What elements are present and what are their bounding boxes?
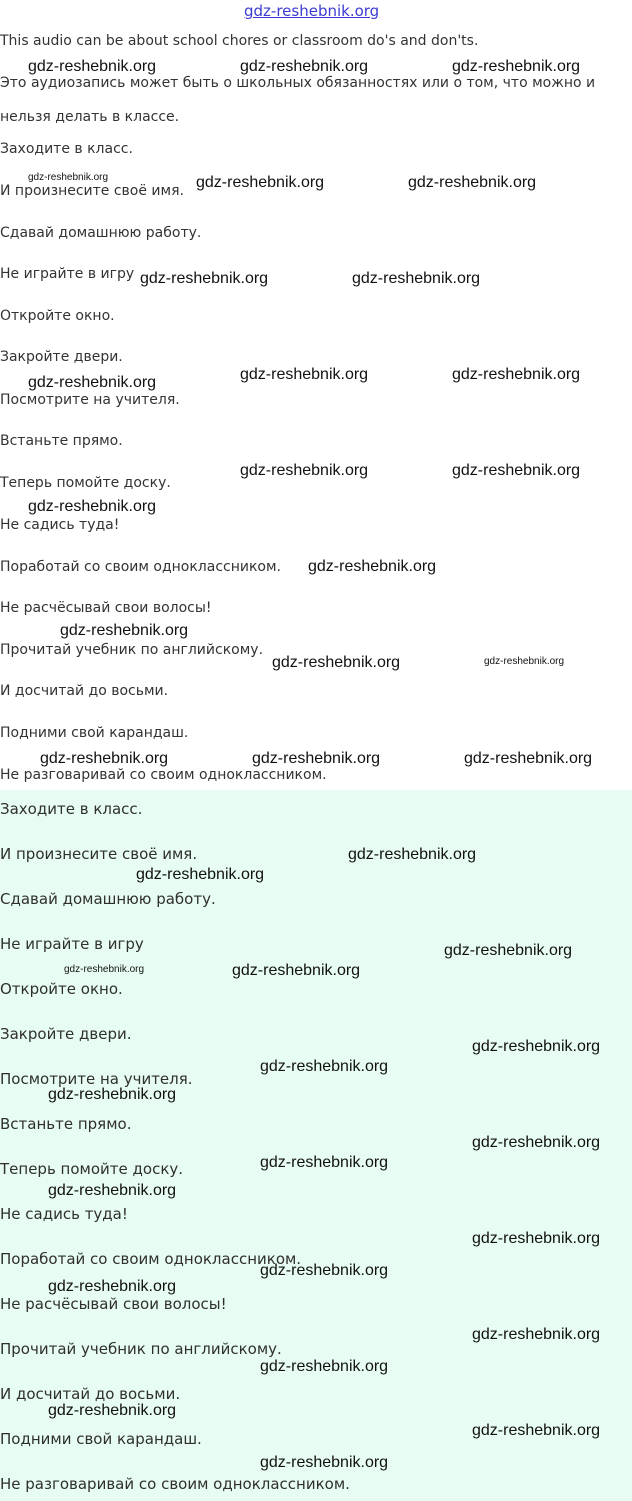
watermark: gdz-reshebnik.org — [140, 270, 269, 287]
phrase-item: Прочитай учебник по английскому. — [0, 642, 264, 658]
watermark: gdz-reshebnik.org — [464, 750, 593, 767]
watermark: gdz-reshebnik.org — [472, 1134, 601, 1151]
watermark: gdz-reshebnik.org — [260, 1262, 389, 1279]
watermark: gdz-reshebnik.org — [28, 374, 157, 391]
watermark: gdz-reshebnik.org — [452, 58, 581, 75]
phrase-item: Откройте окно. — [0, 308, 115, 324]
watermark: gdz-reshebnik.org — [472, 1326, 601, 1343]
site-link[interactable]: gdz-reshebnik.org — [244, 2, 380, 20]
watermark: gdz-reshebnik.org — [28, 58, 157, 75]
watermark: gdz-reshebnik.org — [48, 1086, 177, 1103]
watermark: gdz-reshebnik.org — [48, 1278, 177, 1295]
watermark: gdz-reshebnik.org — [352, 270, 481, 287]
phrase-item: Не разговаривай со своим одноклассником. — [0, 1475, 350, 1493]
watermark: gdz-reshebnik.org — [48, 1402, 177, 1419]
watermark: gdz-reshebnik.org — [308, 558, 437, 575]
watermark: gdz-reshebnik.org — [196, 174, 325, 191]
watermark: gdz-reshebnik.org — [452, 366, 581, 383]
phrase-item: Посмотрите на учителя. — [0, 1070, 193, 1088]
watermark: gdz-reshebnik.org — [408, 174, 537, 191]
phrase-item: И произнесите своё имя. — [0, 183, 184, 199]
phrase-item: Подними свой карандаш. — [0, 725, 189, 741]
watermark: gdz-reshebnik.org — [240, 462, 369, 479]
phrase-item: Заходите в класс. — [0, 141, 133, 157]
watermark: gdz-reshebnik.org — [60, 622, 189, 639]
watermark: gdz-reshebnik.org — [348, 846, 477, 863]
watermark: gdz-reshebnik.org — [252, 750, 381, 767]
phrase-item: Закройте двери. — [0, 1025, 132, 1043]
watermark: gdz-reshebnik.org — [452, 462, 581, 479]
phrase-item: Встаньте прямо. — [0, 1115, 132, 1133]
phrase-item: Не играйте в игру — [0, 935, 144, 953]
watermark: gdz-reshebnik.org — [472, 1230, 601, 1247]
watermark: gdz-reshebnik.org — [472, 1422, 601, 1439]
phrase-item: Не играйте в игру — [0, 266, 135, 282]
phrase-item: Не разговаривай со своим одноклассником. — [0, 767, 327, 783]
watermark: gdz-reshebnik.org — [40, 750, 169, 767]
watermark: gdz-reshebnik.org — [260, 1154, 389, 1171]
phrase-item: Посмотрите на учителя. — [0, 392, 180, 408]
intro-english: This audio can be about school chores or classroom do's and don'ts. — [0, 33, 479, 49]
phrase-item: Заходите в класс. — [0, 800, 143, 818]
watermark: gdz-reshebnik.org — [260, 1358, 389, 1375]
watermark: gdz-reshebnik.org — [136, 866, 265, 883]
watermark: gdz-reshebnik.org — [444, 942, 573, 959]
phrase-item: Подними свой карандаш. — [0, 1430, 202, 1448]
phrase-item: Не расчёсывай свои волосы! — [0, 1295, 227, 1313]
watermark: gdz-reshebnik.org — [472, 1038, 601, 1055]
phrase-item: Теперь помойте доску. — [0, 475, 171, 491]
watermark: gdz-reshebnik.org — [260, 1454, 389, 1471]
watermark: gdz-reshebnik.org — [232, 962, 361, 979]
phrase-item: Поработай со своим одноклассником. — [0, 1250, 302, 1268]
watermark: gdz-reshebnik.org — [272, 654, 401, 671]
watermark: gdz-reshebnik.org — [64, 964, 145, 975]
phrase-item: И досчитай до восьми. — [0, 1385, 181, 1403]
phrase-item: Сдавай домашнюю работу. — [0, 225, 202, 241]
watermark: gdz-reshebnik.org — [48, 1182, 177, 1199]
watermark: gdz-reshebnik.org — [260, 1058, 389, 1075]
phrase-item: И досчитай до восьми. — [0, 683, 169, 699]
watermark: gdz-reshebnik.org — [28, 172, 109, 183]
intro-russian-line-2: нельзя делать в классе. — [0, 109, 180, 125]
intro-russian-line-1: Это аудиозапись может быть о школьных обязанностях или о том, что можно и — [0, 75, 596, 91]
phrase-item: И произнесите своё имя. — [0, 845, 198, 863]
phrase-item: Теперь помойте доску. — [0, 1160, 184, 1178]
phrase-item: Прочитай учебник по английскому. — [0, 1340, 282, 1358]
watermark: gdz-reshebnik.org — [240, 366, 369, 383]
phrase-item: Закройте двери. — [0, 349, 123, 365]
phrase-item: Откройте окно. — [0, 980, 123, 998]
phrase-item: Не садись туда! — [0, 517, 120, 533]
watermark: gdz-reshebnik.org — [28, 498, 157, 515]
phrase-item: Не садись туда! — [0, 1205, 128, 1223]
phrase-item: Поработай со своим одноклассником. — [0, 559, 282, 575]
phrase-item: Встаньте прямо. — [0, 433, 123, 449]
phrase-item: Не расчёсывай свои волосы! — [0, 600, 212, 616]
watermark: gdz-reshebnik.org — [240, 58, 369, 75]
watermark: gdz-reshebnik.org — [484, 656, 565, 667]
phrase-item: Сдавай домашнюю работу. — [0, 890, 216, 908]
